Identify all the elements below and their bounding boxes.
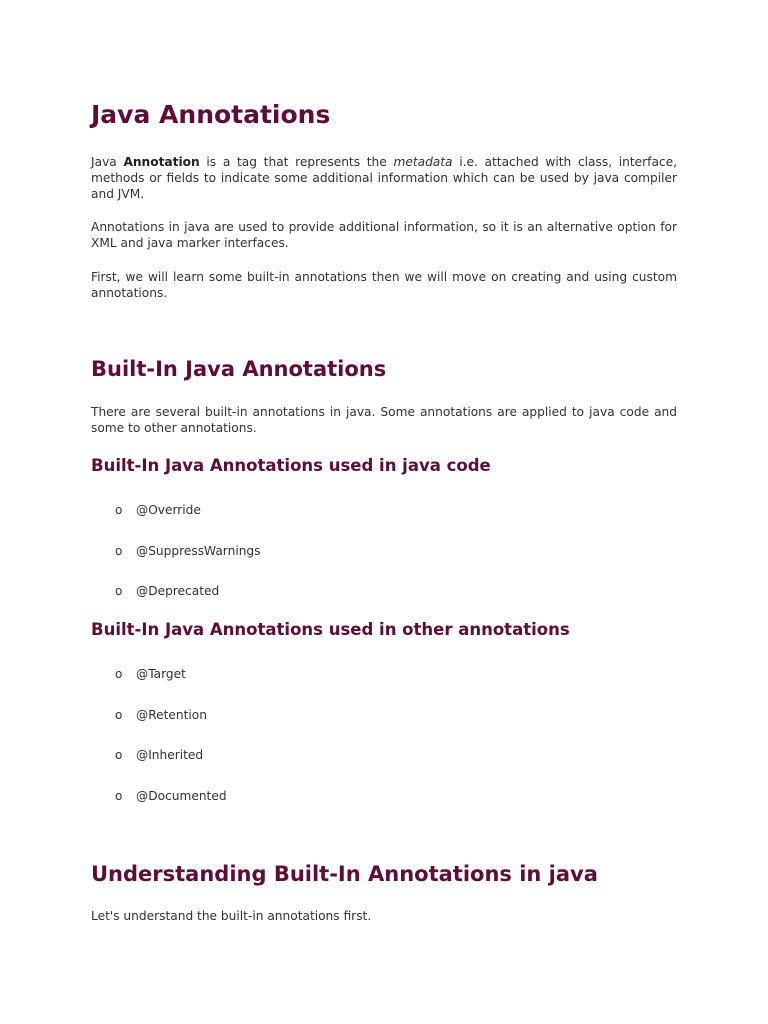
understanding-paragraph: Let's understand the built-in annotations first. <box>91 909 372 923</box>
intro-italic-metadata: metadata <box>393 155 453 169</box>
intro-paragraph-3: First, we will learn some built-in annotations then we will move on creating and using custom annotations. <box>91 270 677 300</box>
list-item-text: @Documented <box>136 789 227 804</box>
other-annotations-list <box>91 666 677 829</box>
page-title: Java Annotations <box>91 100 331 129</box>
list-item <box>91 666 677 707</box>
list-item <box>91 788 677 829</box>
builtin-paragraph: There are several built-in annotations in java. Some annotations are applied to java code and some to other annotations. <box>91 405 677 435</box>
list-item-text: @Inherited <box>136 748 204 763</box>
list-item-text: @Override <box>136 503 201 517</box>
list-item <box>91 543 677 584</box>
list-item-text: @Target <box>136 667 186 681</box>
understanding-heading: Understanding Built-In Annotations in java <box>91 862 598 886</box>
intro-text-c: i.e. attached with class, interface, methods or fields to indicate some additional information which can be used by java compiler and JVM. <box>91 155 678 201</box>
bullet-icon: o <box>115 543 123 558</box>
list-item-text: @Deprecated <box>136 584 220 599</box>
builtin-heading: Built-In Java Annotations <box>91 357 387 381</box>
code-annotations-list <box>91 502 677 624</box>
list-item-text: @SuppressWarnings <box>136 543 261 558</box>
bullet-icon: o <box>115 584 123 599</box>
list-item <box>91 583 677 624</box>
intro-text-b: is a tag that represents the <box>199 155 394 169</box>
intro-text-a: Java <box>91 155 124 169</box>
list-item <box>91 707 677 748</box>
list-item <box>91 502 677 543</box>
bullet-icon: o <box>115 707 123 722</box>
bullet-icon: o <box>115 667 123 681</box>
list-item-text: @Retention <box>136 707 207 722</box>
bullet-icon: o <box>115 503 123 517</box>
intro-bold-annotation: Annotation <box>123 155 200 169</box>
code-annotations-heading: Built-In Java Annotations used in java code <box>91 456 491 475</box>
bullet-icon: o <box>115 789 123 804</box>
other-annotations-heading: Built-In Java Annotations used in other annotations <box>91 620 570 639</box>
bullet-icon: o <box>115 748 123 763</box>
intro-paragraph-2: Annotations in java are used to provide additional information, so it is an alternative option for XML and java marker interfaces. <box>91 220 677 250</box>
intro-paragraph-1 <box>91 154 677 202</box>
list-item <box>91 747 677 788</box>
